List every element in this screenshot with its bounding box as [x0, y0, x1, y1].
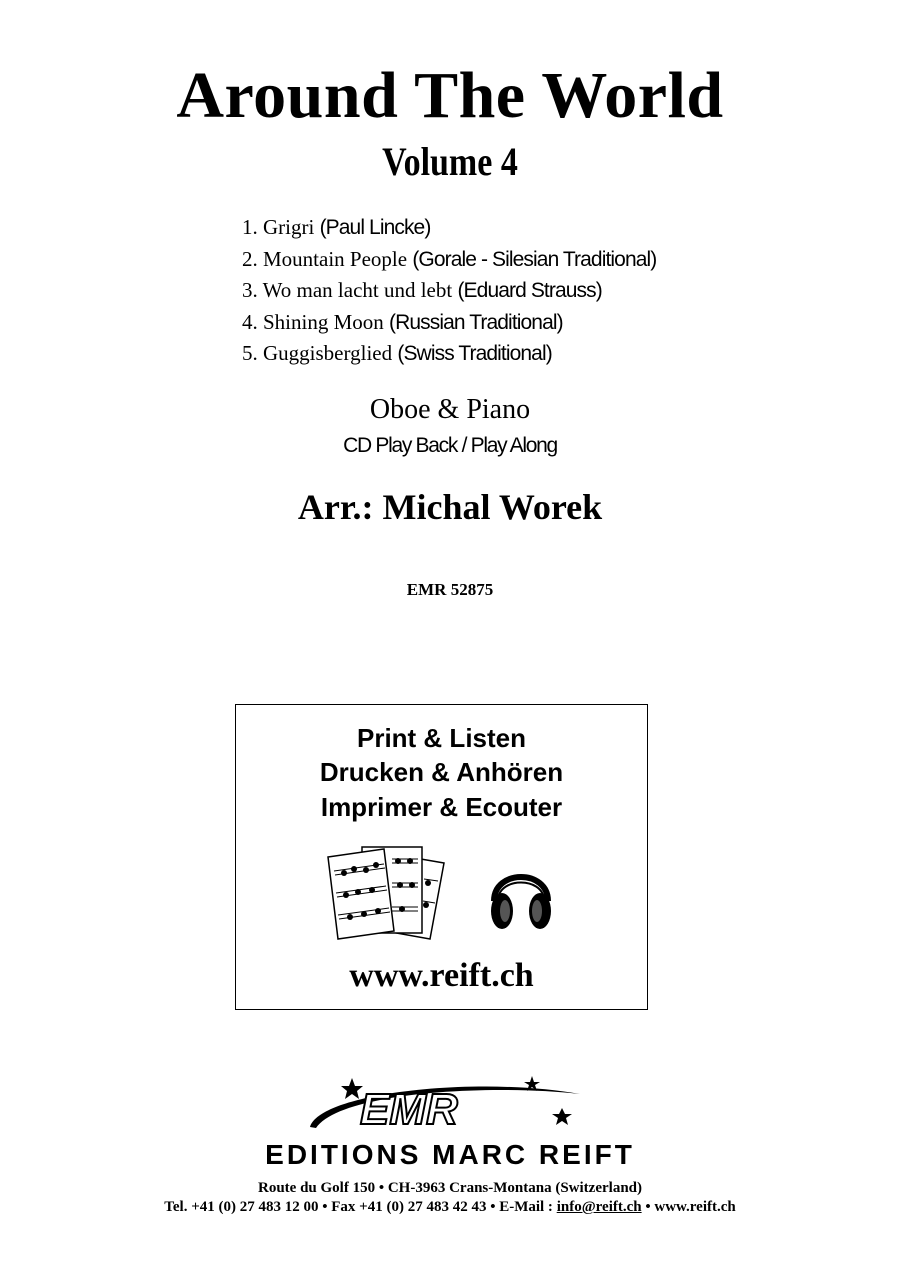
contact-phone-fax: Tel. +41 (0) 27 483 12 00 • Fax +41 (0) 27 483 42 43 • E-Mail :	[164, 1199, 557, 1215]
track-composer: (Swiss Traditional)	[397, 342, 552, 365]
track-composer: (Paul Lincke)	[319, 216, 431, 239]
track-composer: (Gorale - Silesian Traditional)	[412, 247, 657, 271]
track-title: 1. Grigri	[242, 215, 315, 239]
box-website: www.reift.ch	[349, 957, 534, 994]
cd-info: CD Play Back / Play Along	[343, 434, 557, 457]
track-composer: (Russian Traditional)	[389, 310, 563, 334]
box-line-french: Imprimer & Ecouter	[320, 792, 563, 822]
emr-logo	[300, 1072, 600, 1134]
title: Around The World	[176, 59, 724, 132]
track-title: 5. Guggisberglied	[242, 341, 393, 365]
track-list	[242, 212, 656, 370]
catalog-number: EMR 52875	[406, 580, 494, 599]
instrumentation: Oboe & Piano	[369, 394, 531, 425]
arranger: Arr.: Michal Worek	[297, 487, 603, 527]
track-item	[242, 244, 656, 276]
print-listen-box	[235, 704, 648, 1010]
track-title: 2. Mountain People	[242, 246, 408, 271]
track-item	[242, 307, 656, 339]
email-link[interactable]: info@reift.ch	[556, 1199, 642, 1215]
address-line: Route du Golf 150 • CH-3963 Crans-Montana (Switzerland)	[258, 1180, 642, 1196]
track-title: 3. Wo man lacht und lebt	[242, 278, 453, 302]
volume-subtitle: Volume 4	[382, 139, 518, 184]
contact-website: • www.reift.ch	[641, 1199, 736, 1215]
track-item	[242, 275, 656, 307]
track-item	[242, 338, 656, 370]
track-title: 4. Shining Moon	[242, 309, 384, 334]
box-line-german: Drucken & Anhören	[319, 757, 564, 787]
contact-line	[0, 1199, 900, 1216]
track-item	[242, 212, 656, 244]
sheet-music-icon	[326, 843, 456, 943]
logo-text: EMR	[360, 1085, 458, 1134]
headphones-icon	[486, 855, 556, 935]
track-composer: (Eduard Strauss)	[457, 279, 602, 302]
box-line-english: Print & Listen	[356, 723, 526, 753]
publisher-name: EDITIONS MARC REIFT	[265, 1139, 635, 1170]
